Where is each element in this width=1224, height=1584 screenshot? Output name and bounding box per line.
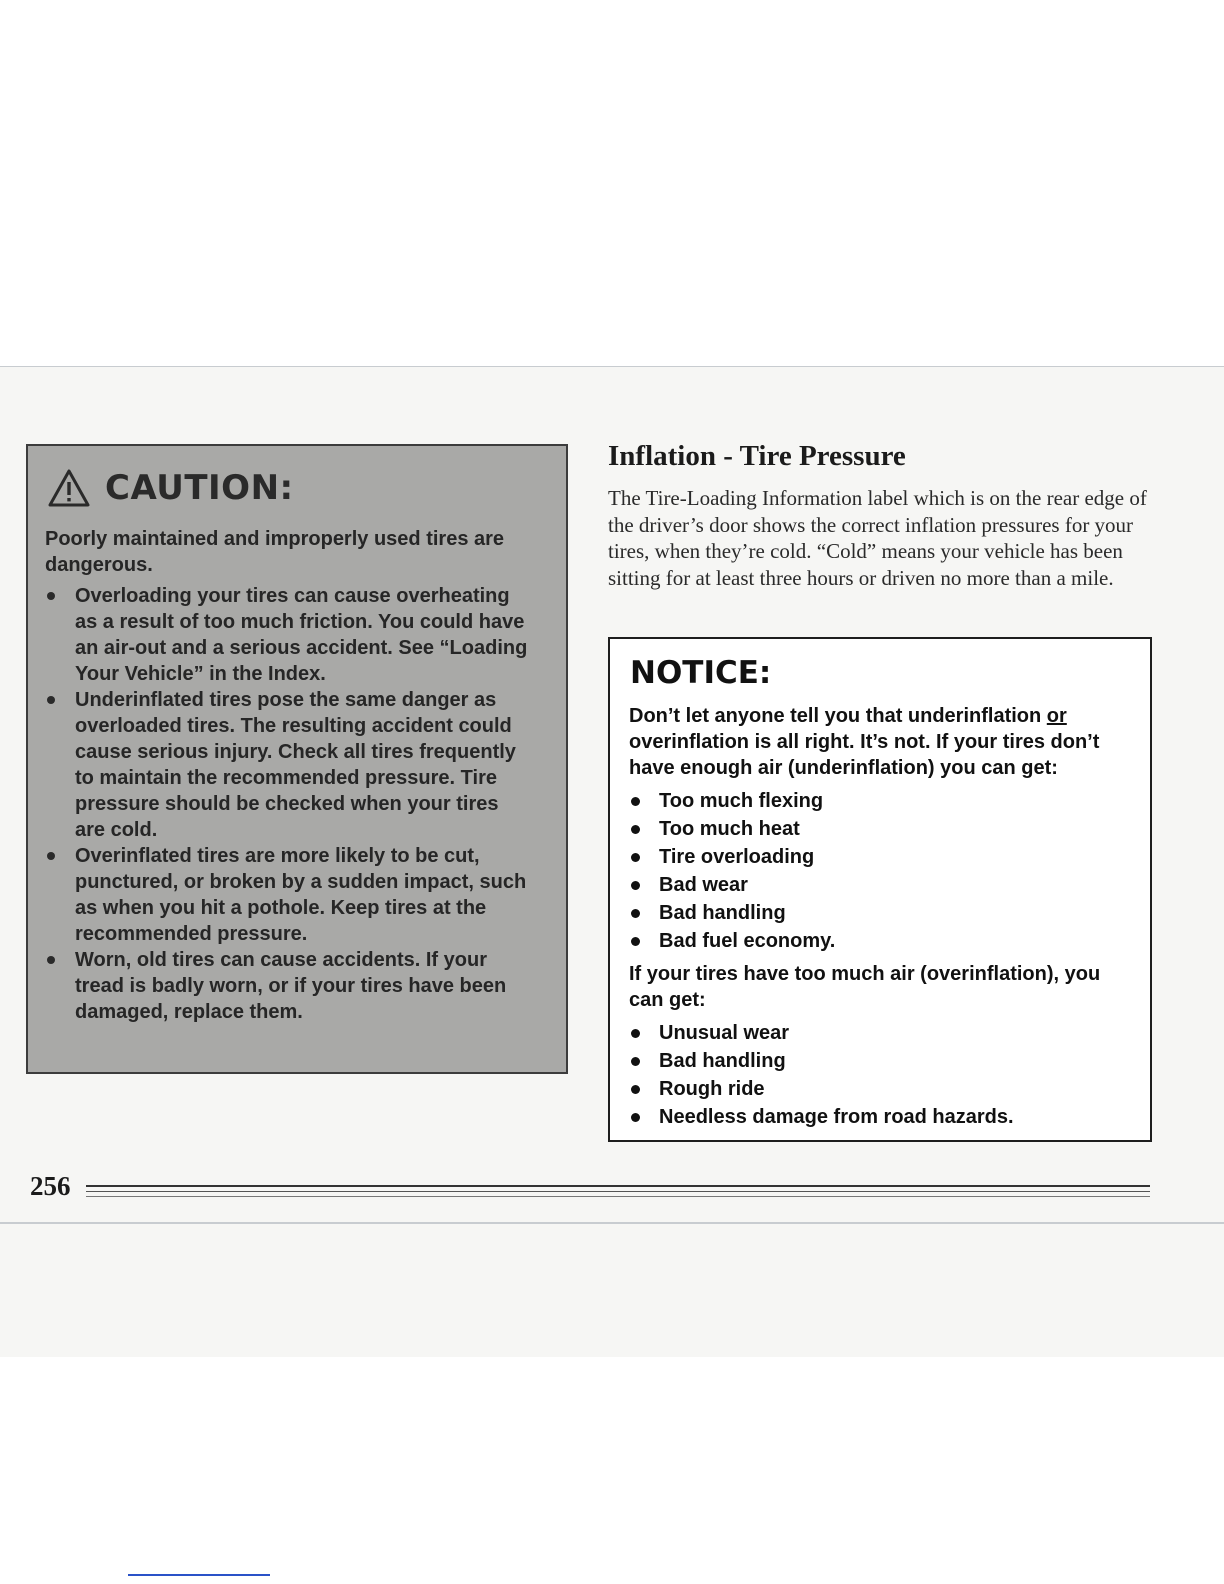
notice-intro-start: Don’t let anyone tell you that underinflation bbox=[629, 705, 1047, 727]
caution-item bbox=[45, 947, 530, 1025]
notice-intro bbox=[629, 703, 1132, 781]
footer-rule bbox=[86, 1191, 1150, 1192]
caution-list bbox=[45, 583, 548, 1025]
section-heading: Inflation - Tire Pressure bbox=[608, 440, 906, 472]
caution-item-text: Underinflated tires pose the same danger as overloaded tires. The resulting accident could cause serious injury. Check all tires frequently to maintain the recommended pressure. Tire pressure should be checked when your tires are cold. bbox=[75, 689, 516, 841]
section-body: The Tire-Loading Information label which is on the rear edge of the driver’s door shows the correct inflation pressures for your tires, when they’re cold. “Cold” means your vehicle has been sitting for at least three hours or driven no more than a mile. bbox=[608, 486, 1147, 590]
caution-item-text: Worn, old tires can cause accidents. If your tread is badly worn, or if your tires have been damaged, replace them. bbox=[75, 949, 507, 1023]
list-item-text: Rough ride bbox=[659, 1078, 765, 1100]
bullet-icon bbox=[631, 825, 640, 834]
notice-box bbox=[608, 637, 1152, 1142]
notice-intro-end: overinflation is all right. It’s not. If your tires don’t have enough air (underinflation) you can get: bbox=[629, 731, 1100, 779]
caution-item bbox=[45, 583, 530, 687]
list-item-text: Too much flexing bbox=[659, 790, 824, 812]
list-item-text: Bad wear bbox=[659, 874, 748, 896]
notice-title: NOTICE: bbox=[630, 655, 772, 691]
bullet-icon bbox=[631, 881, 640, 890]
bullet-icon bbox=[47, 696, 55, 704]
list-item-text: Needless damage from road hazards. bbox=[659, 1106, 1014, 1128]
overinflation-list bbox=[629, 1019, 1132, 1131]
list-item bbox=[629, 843, 1132, 871]
page-number: 256 bbox=[30, 1171, 71, 1201]
list-item bbox=[629, 927, 1132, 955]
inflation-section bbox=[608, 440, 1148, 591]
caution-item bbox=[45, 843, 530, 947]
bullet-icon bbox=[631, 1057, 640, 1066]
bullet-icon bbox=[47, 956, 55, 964]
caution-title: CAUTION: bbox=[105, 468, 294, 508]
bullet-icon bbox=[631, 1113, 640, 1122]
list-item-text: Bad handling bbox=[659, 1050, 786, 1072]
list-item-text: Bad fuel economy. bbox=[659, 930, 836, 952]
list-item bbox=[629, 1019, 1132, 1047]
list-item-text: Unusual wear bbox=[659, 1022, 790, 1044]
caution-item bbox=[45, 687, 530, 843]
footer-rule bbox=[86, 1185, 1150, 1187]
underinflation-list bbox=[629, 787, 1132, 955]
list-item bbox=[629, 1075, 1132, 1103]
list-item bbox=[629, 1047, 1132, 1075]
list-item-text: Tire overloading bbox=[659, 846, 815, 868]
bullet-icon bbox=[47, 852, 55, 860]
list-item-text: Too much heat bbox=[659, 818, 800, 840]
caution-intro: Poorly maintained and improperly used tires are dangerous. bbox=[45, 528, 505, 576]
caution-item-text: Overinflated tires are more likely to be cut, punctured, or broken by a sudden impact, such as when you hit a pothole. Keep tires at the recommended pressure. bbox=[75, 845, 527, 945]
bullet-icon bbox=[631, 1085, 640, 1094]
bullet-icon bbox=[631, 1029, 640, 1038]
bullet-icon bbox=[631, 797, 640, 806]
overinflation-intro: If your tires have too much air (overinflation), you can get: bbox=[629, 963, 1101, 1011]
bullet-icon bbox=[47, 592, 55, 600]
page-bottom-rule bbox=[0, 1222, 1224, 1224]
bullet-icon bbox=[631, 853, 640, 862]
caution-item-text: Overloading your tires can cause overheating as a result of too much friction. You could have an air-out and a serious accident. See “Loading Your Vehicle” in the Index. bbox=[75, 585, 528, 685]
list-item-text: Bad handling bbox=[659, 902, 786, 924]
list-item bbox=[629, 899, 1132, 927]
list-item bbox=[629, 815, 1132, 843]
list-item bbox=[629, 1103, 1132, 1131]
caution-box bbox=[26, 444, 568, 1074]
notice-intro-emphasis: or bbox=[1046, 705, 1067, 727]
footer-rule bbox=[86, 1196, 1150, 1197]
corner-mark bbox=[128, 1574, 270, 1576]
bullet-icon bbox=[631, 937, 640, 946]
list-item bbox=[629, 871, 1132, 899]
bullet-icon bbox=[631, 909, 640, 918]
warning-triangle-icon bbox=[47, 468, 91, 508]
caution-header bbox=[47, 468, 548, 508]
list-item bbox=[629, 787, 1132, 815]
